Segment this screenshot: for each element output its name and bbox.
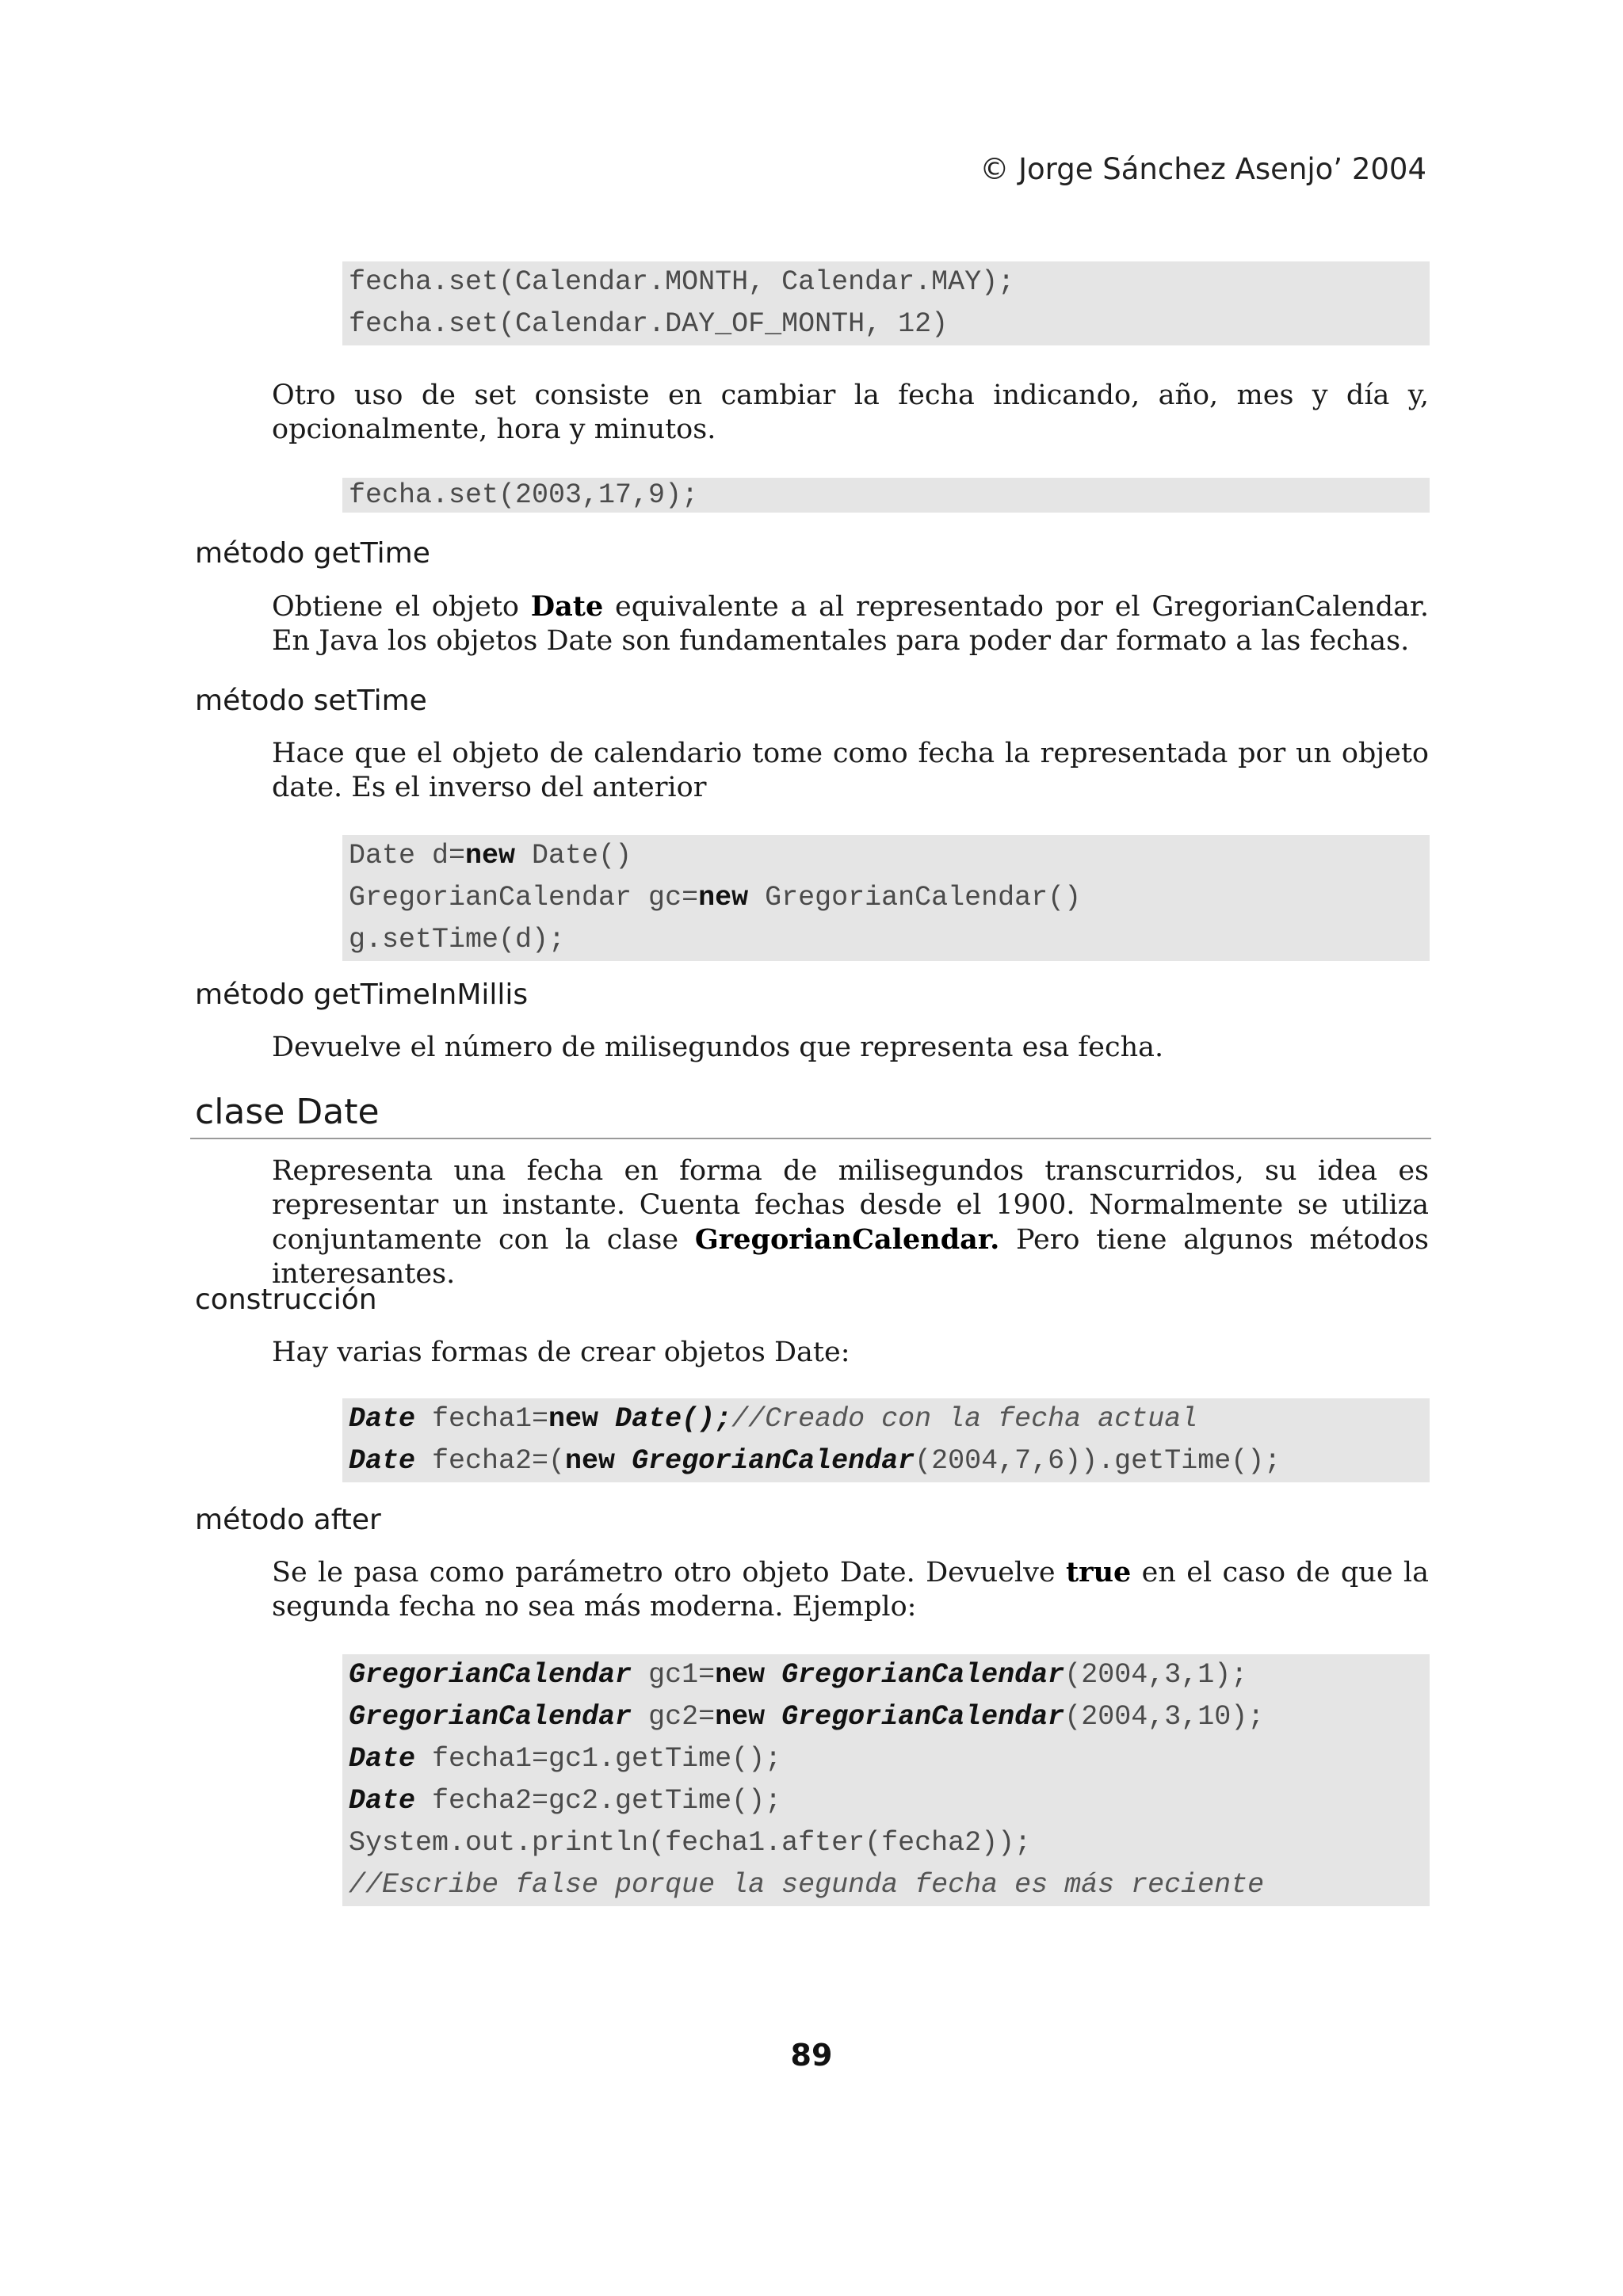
code-block-date-construction [342, 1398, 1430, 1482]
code-token: GregorianCalendar gc= [349, 882, 699, 913]
code-token: (2004,7,6)).getTime(); [915, 1445, 1281, 1477]
code-line [349, 1398, 1423, 1440]
code-block-after-example [342, 1654, 1430, 1906]
code-token: (2004,3,10); [1064, 1701, 1265, 1733]
code-token [765, 1659, 781, 1691]
paragraph-gettimeinmillis: Devuelve el número de milisegundos que representa esa fecha. [272, 1032, 1164, 1063]
code-token: fecha2=( [415, 1445, 566, 1477]
code-comment: //Creado con la fecha actual [731, 1403, 1198, 1435]
code-line [349, 1696, 1423, 1738]
code-token [615, 1445, 632, 1477]
subheading-construccion: construcción [195, 1283, 377, 1316]
code-line [349, 835, 1423, 877]
code-type: Date [349, 1743, 416, 1775]
code-type: GregorianCalendar [349, 1701, 632, 1733]
text-span: Pero tiene algunos métodos interesantes. [272, 1224, 1429, 1290]
code-keyword: new [715, 1659, 766, 1691]
text-span: equivalente a al representado por el GregorianCalendar. En Java los objetos Date son fundamentales para poder dar formato a las fechas. [272, 591, 1429, 657]
code-line: fecha.set(Calendar.MONTH, Calendar.MAY); [349, 266, 1015, 298]
paragraph-gettime [272, 589, 1429, 658]
code-line [349, 1738, 1423, 1780]
code-token: (2004,3,1); [1064, 1659, 1248, 1691]
subheading-gettimeinmillis: método getTimeInMillis [195, 978, 529, 1011]
code-comment: //Escribe false porque la segunda fecha es más reciente [349, 1869, 1265, 1901]
code-token: Date() [515, 840, 632, 871]
code-token: Date d= [349, 840, 466, 871]
paragraph-after [272, 1555, 1429, 1624]
paragraph-set-usage: Otro uso de set consiste en cambiar la fecha indicando, año, mes y día y, opcionalmente, hora y minutos. [272, 379, 1429, 445]
code-token: fecha1=gc1.getTime(); [415, 1743, 782, 1775]
subheading-gettime: método getTime [195, 537, 430, 570]
code-keyword: new [715, 1701, 766, 1733]
code-token: GregorianCalendar() [748, 882, 1082, 913]
code-token: gc2= [632, 1701, 716, 1733]
code-token: fecha2=gc2.getTime(); [415, 1785, 782, 1817]
code-line [349, 1864, 1423, 1906]
code-type: Date [349, 1445, 416, 1477]
subheading-after: método after [195, 1504, 381, 1536]
section-divider [190, 1138, 1431, 1139]
section-heading-clase-date: clase Date [195, 1092, 380, 1132]
code-keyword: new [465, 840, 516, 871]
code-token [765, 1701, 781, 1733]
text-span: Representa una fecha en forma de milisegundos transcurridos, su idea es representar un instante. Cuenta fechas desde el 1900. Normalmente se utiliza conjuntamente con la clase [272, 1155, 1429, 1256]
code-type: Date [349, 1403, 416, 1435]
paragraph-construccion: Hay varias formas de crear objetos Date: [272, 1337, 850, 1368]
code-line: fecha.set(Calendar.DAY_OF_MONTH, 12) [349, 308, 949, 340]
code-type: Date(); [615, 1403, 732, 1435]
code-token [598, 1403, 615, 1435]
code-line: g.setTime(d); [349, 924, 566, 955]
bold-text: GregorianCalendar. [694, 1223, 1000, 1256]
code-type: GregorianCalendar [349, 1659, 632, 1691]
code-line [349, 1654, 1423, 1696]
code-type: GregorianCalendar [781, 1701, 1065, 1733]
text-span: Obtiene el objeto [272, 591, 531, 623]
code-keyword: new [698, 882, 749, 913]
code-keyword: new [548, 1403, 599, 1435]
page-header-copyright: © Jorge Sánchez Asenjo’ 2004 [980, 152, 1426, 186]
code-block-set-date [342, 478, 1430, 513]
code-line [349, 1780, 1423, 1822]
bold-text: Date [530, 590, 604, 623]
code-line: fecha.set(2003,17,9); [349, 479, 699, 511]
code-type: GregorianCalendar [632, 1445, 915, 1477]
code-line [349, 1440, 1423, 1482]
text-span: en el caso de que la segunda fecha no sea más moderna. Ejemplo: [272, 1557, 1429, 1623]
bold-text: true [1065, 1556, 1132, 1589]
text-span: Se le pasa como parámetro otro objeto Date. Devuelve [272, 1557, 1066, 1589]
subheading-settime: método setTime [195, 685, 427, 717]
code-type: GregorianCalendar [781, 1659, 1065, 1691]
code-line [349, 877, 1423, 919]
code-block-settime [342, 835, 1430, 961]
code-line: System.out.println(fecha1.after(fecha2)); [349, 1827, 1032, 1859]
page-number: 89 [790, 2038, 833, 2073]
code-block-set-month [342, 261, 1430, 345]
code-token: fecha1= [415, 1403, 549, 1435]
code-keyword: new [565, 1445, 616, 1477]
paragraph-settime: Hace que el objeto de calendario tome como fecha la representada por un objeto date. Es el inverso del anterior [272, 738, 1429, 803]
code-type: Date [349, 1785, 416, 1817]
code-token: gc1= [632, 1659, 716, 1691]
paragraph-clase-date [272, 1154, 1429, 1291]
